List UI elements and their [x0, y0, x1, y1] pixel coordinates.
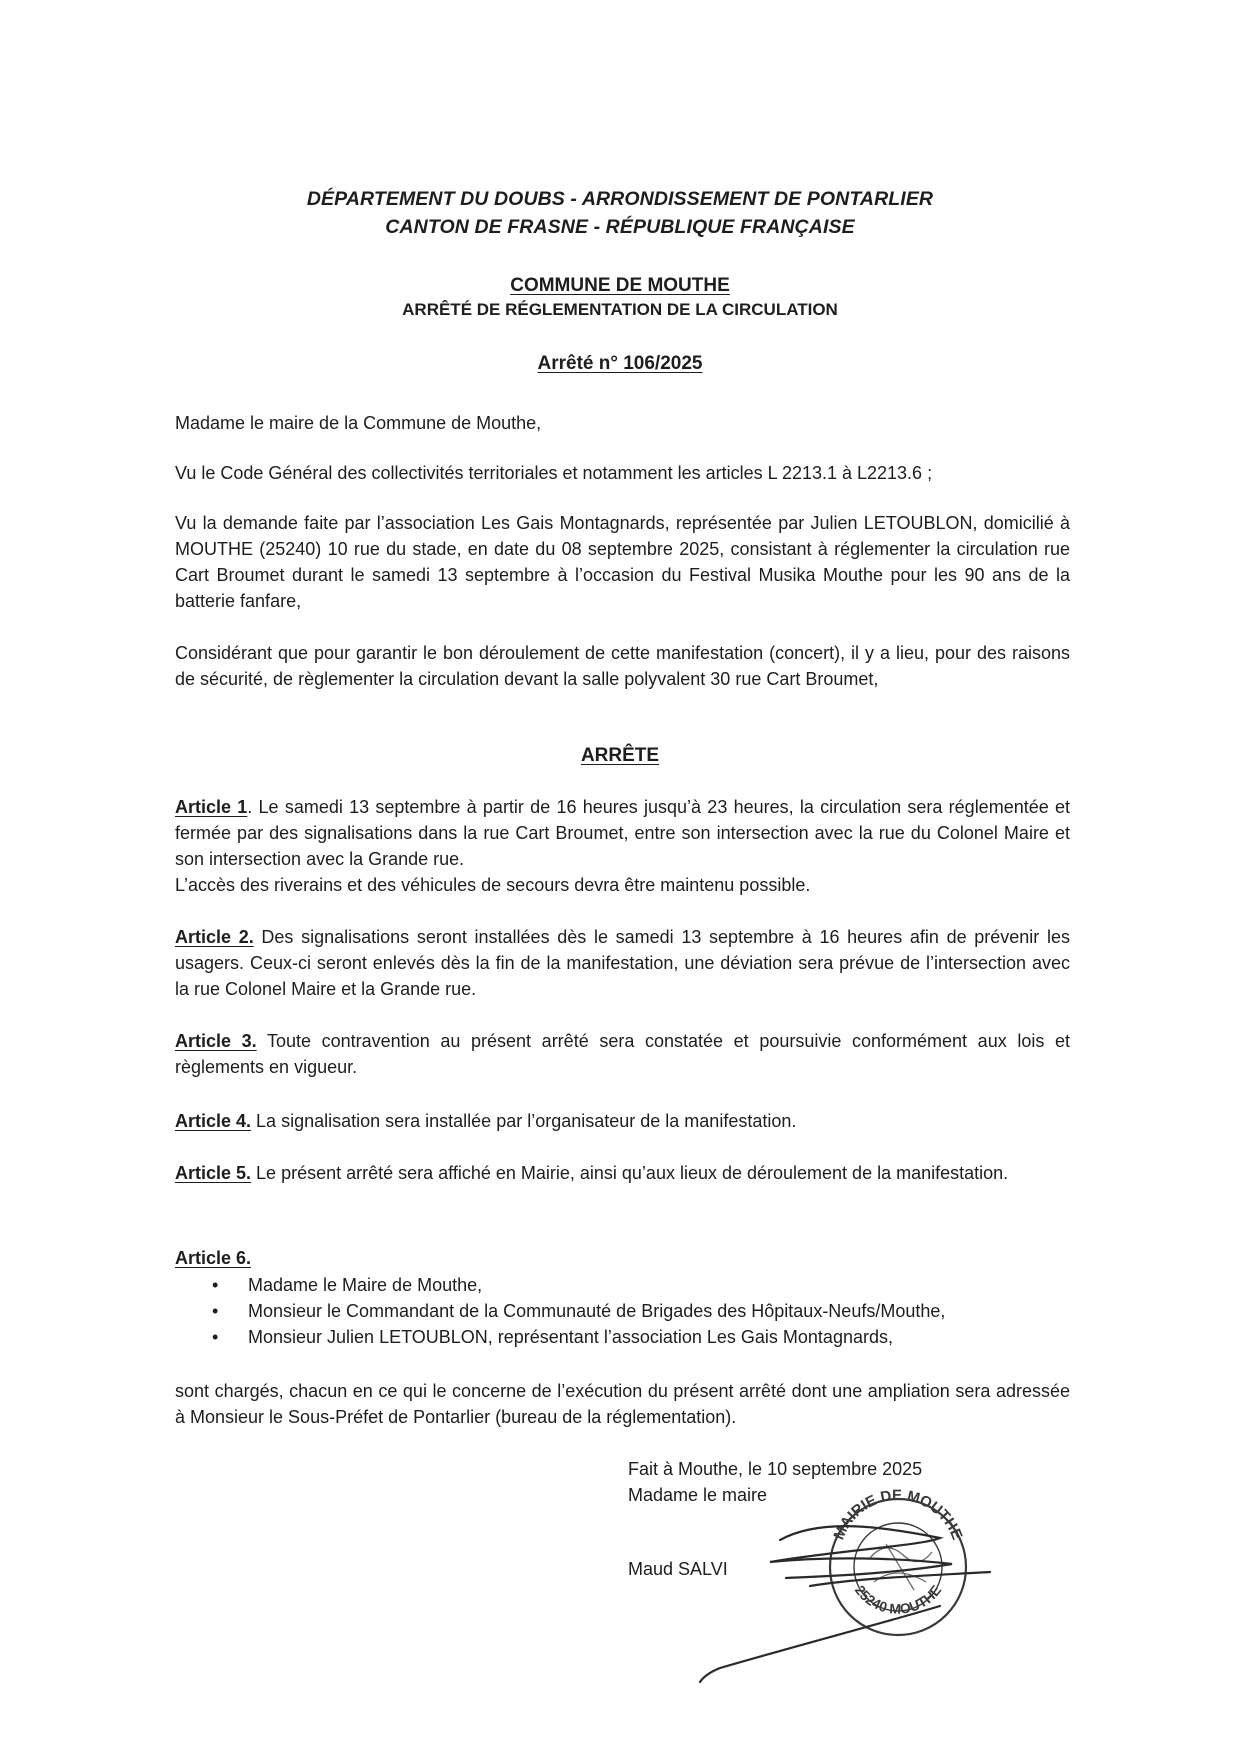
decree-type-title: ARRÊTÉ DE RÉGLEMENTATION DE LA CIRCULATION	[402, 300, 838, 319]
article-6-label: Article 6.	[175, 1248, 252, 1268]
article-1-label: Article 1	[175, 797, 248, 817]
article-4-label: Article 4.	[175, 1111, 252, 1131]
article-1	[175, 794, 1070, 872]
considerant-text: Considérant que pour garantir le bon déroulement de cette manifestation (concert), il y a lieu, pour des raisons de sécurité, de règlementer la circulation devant la salle polyvalent 30 rue Cart Broumet,	[175, 643, 1070, 689]
department-header: DÉPARTEMENT DU DOUBS - ARRONDISSEMENT DE PONTARLIER	[306, 188, 934, 210]
article-1-text: . Le samedi 13 septembre à partir de 16 heures jusqu’à 23 heures, la circulation sera réglementée et fermée par des signalisations dans la rue Cart Broumet, entre son intersection avec la rue du Colonel Maire et son intersection avec la Grande rue.	[175, 797, 1070, 869]
signature-role: Madame le maire	[628, 1485, 768, 1505]
article-1-access-text: L’accès des riverains et des véhicules de secours devra être maintenu possible.	[175, 875, 811, 895]
article-2-label: Article 2.	[175, 927, 254, 947]
article-3-text: Toute contravention au présent arrêté sera constatée et poursuivie conformément aux lois et règlements en vigueur.	[175, 1031, 1070, 1077]
article-4	[175, 1108, 1070, 1134]
stamp-top-text: MAIRIE DE MOUTHE	[830, 1486, 966, 1543]
arrete-heading: ARRÊTE	[580, 745, 660, 766]
article-5	[175, 1160, 1070, 1186]
vu-code-general: Vu le Code Général des collectivités territoriales et notamment les articles L 2213.1 à L2213.6 ;	[175, 463, 933, 483]
stamp-bottom-text: 25240 MOUTHE	[851, 1582, 945, 1617]
decree-number: Arrêté n° 106/2025	[537, 353, 703, 374]
article-6	[175, 1245, 1070, 1271]
article-2-text: Des signalisations seront installées dès le samedi 13 septembre à 16 heures afin de prévenir les usagers. Ceux-ci seront enlevés dès la fin de la manifestation, une déviation sera prévue de l’intersection avec la rue Colonel Maire et la Grande rue.	[175, 927, 1070, 999]
canton-header: CANTON DE FRASNE - RÉPUBLIQUE FRANÇAISE	[385, 216, 855, 238]
list-item: • Monsieur Julien LETOUBLON, représentant l’association Les Gais Montagnards,	[208, 1324, 1058, 1350]
intro-text: Madame le maire de la Commune de Mouthe,	[175, 413, 542, 433]
vu-demande: Vu la demande faite par l’association Les Gais Montagnards, représentée par Julien LETOUBLON, domicilié à MOUTHE (25240) 10 rue du stade, en date du 08 septembre 2025, consistant à réglementer la circulation rue Cart Broumet durant le samedi 13 septembre à l’occasion du Festival Musika Mouthe pour les 90 ans de la batterie fanfare,	[175, 513, 1070, 611]
article-5-text: Le présent arrêté sera affiché en Mairie, ainsi qu’aux lieux de déroulement de la manifestation.	[251, 1163, 1009, 1183]
signature-name: Maud SALVI	[628, 1559, 728, 1579]
list-item: • Madame le Maire de Mouthe,	[208, 1272, 1058, 1298]
article-4-text: La signalisation sera installée par l’organisateur de la manifestation.	[251, 1111, 797, 1131]
article-3-label: Article 3.	[175, 1031, 257, 1051]
article-5-label: Article 5.	[175, 1163, 252, 1183]
commune-title: COMMUNE DE MOUTHE	[510, 275, 730, 296]
mayor-stamp-and-signature	[690, 1478, 1010, 1688]
article-2	[175, 924, 1070, 1002]
article-6-list	[208, 1272, 1058, 1350]
article-3	[175, 1028, 1070, 1080]
handwritten-signature	[700, 1526, 990, 1682]
signature-place-date: Fait à Mouthe, le 10 septembre 2025	[628, 1459, 923, 1479]
list-item: • Monsieur le Commandant de la Communauté de Brigades des Hôpitaux-Neufs/Mouthe,	[208, 1298, 1058, 1324]
closing-text: sont chargés, chacun en ce qui le concerne de l’exécution du présent arrêté dont une ampliation sera adressée à Monsieur le Sous-Préfet de Pontarlier (bureau de la réglementation).	[175, 1381, 1070, 1427]
